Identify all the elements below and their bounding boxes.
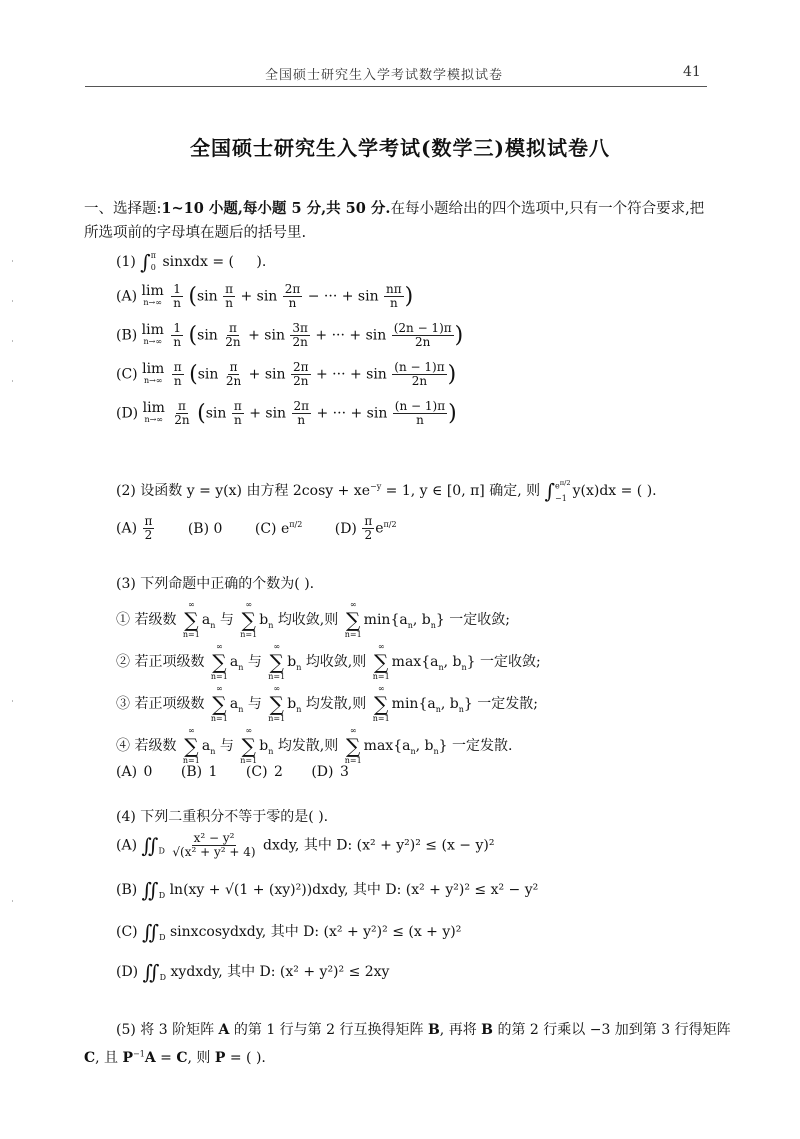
q3-item-3: ③ 若正项级数 ∞ ∑ n=1 $a_n$ 与 ∞ ∑ n=1 $b_n$ 均发散,则 ∞ ∑ n=1 $\min\{a_n$, $b_n$} 一定发散; (116, 684, 538, 723)
scan-artifact (12, 260, 13, 262)
scan-artifact (12, 340, 13, 342)
q5-text: , 且 (95, 1050, 119, 1066)
q2-stem-text: (2) 设函数 y = y(x) 由方程 2cosy + xe (116, 482, 370, 499)
scan-artifact (12, 900, 13, 902)
option-d: (D) 3 (311, 764, 349, 780)
scan-artifact (12, 380, 13, 382)
option-label: (A) (116, 288, 138, 305)
page-number: 41 (683, 64, 701, 80)
item-func: min{a (391, 696, 436, 712)
item-mid: 与 (247, 696, 262, 712)
q2-stem: (2) 设函数 y = y(x) 由方程 $2\cos y + xe^{-y} = 1$, y ∈ [0, π] 确定, 则 ∫ $e^{\pi/2}$ −1 y(x)dx = ( ). (116, 478, 657, 503)
item-mid: 与 (219, 738, 234, 754)
item-func: max{a (391, 654, 439, 670)
option-c: (C) 2 (245, 764, 283, 780)
section-label: 一、选择题: (84, 201, 162, 217)
item-mid: 与 (219, 612, 234, 628)
q1-option-c: (C) lim n→∞ $\frac{\pi}{n}$ (sin $\frac{\pi}{2n}$ + sin $\frac{2\pi}{2n}$ + ··· + sin $\frac{(n - 1)\pi}{2n}$ ) (116, 360, 457, 388)
scan-artifact (12, 300, 13, 302)
q3-stem: (3) 下列命题中正确的个数为( ). (116, 576, 315, 592)
q4-option-a: (A) $∬_D$ $\frac{\text{x² − y²}}{\text{√(x² + y² + 4)}}$ dxdy, 其中 D: (x² + y²)² ≤ (x − y)² (116, 831, 495, 859)
q1-stem: (1) ∫ π 0 sinxdx = ( ). (116, 250, 267, 274)
item-end: 一定收敛; (449, 612, 510, 628)
section-rule: 1~10 小题,每小题 5 分,共 50 分. (161, 200, 391, 217)
q3-options (116, 764, 349, 780)
option-label: (A) (116, 837, 138, 854)
q2-stem-end: y(x)dx = ( ). (572, 482, 657, 499)
item-func: max{a (363, 738, 411, 754)
option-label: (C) (116, 366, 138, 383)
q2-stem-mid: = 1, y ∈ [0, π] 确定, 则 (381, 482, 541, 499)
matrix-a: A (218, 1022, 230, 1038)
q4-option-d: (D) $∬_D$ xydxdy, 其中 D: (x² + y²)² ≤ 2xy (116, 960, 390, 984)
option-expr: xydxdy, 其中 D: (x² + y²)² ≤ 2xy (170, 964, 390, 980)
matrix-a: A (144, 1050, 156, 1066)
q1-suffix: ). (256, 254, 267, 270)
option-label: (D) (334, 520, 357, 537)
option-expr: dxdy, 其中 D: (x² + y²)² ≤ (x − y)² (263, 837, 495, 854)
q5-text: 的第 2 行乘以 −3 加到第 3 行得矩阵 (497, 1022, 731, 1038)
option-expr: sinxcosydxdy, 其中 D: (x² + y²)² ≤ (x + y)² (170, 924, 462, 940)
item-func: min{a (363, 612, 408, 628)
section-text: 在每小题给出的四个选项中,只有一个符合要求,把所选项前的字母填在题后的括号里. (84, 201, 705, 241)
option-label: (A) (116, 520, 138, 537)
option-b: (B) 1 (180, 764, 218, 780)
q1-number: (1) (116, 254, 136, 270)
item-tail: 均收敛,则 (305, 654, 367, 670)
q4-option-b: (B) $∬_D$ ln(xy + √(1 + (xy)²))dxdy, 其中 D: (x² + y²)² ≤ x² − y² (116, 878, 539, 902)
q4-option-c: (C) $∬_D$ sinxcosydxdy, 其中 D: (x² + y²)² ≤ (x + y)² (116, 920, 462, 944)
item-end: 一定发散. (452, 738, 513, 754)
item-prefix: ③ 若正项级数 (116, 696, 205, 712)
item-prefix: ② 若正项级数 (116, 654, 205, 670)
q3-item-4: ④ 若级数 ∞ ∑ n=1 $a_n$ 与 ∞ ∑ n=1 $b_n$ 均发散,则 ∞ ∑ n=1 $\max\{a_n$, $b_n$} 一定发散. (116, 726, 513, 765)
q3-item-2: ② 若正项级数 ∞ ∑ n=1 $a_n$ 与 ∞ ∑ n=1 $b_n$ 均收敛,则 ∞ ∑ n=1 $\max\{a_n$, $b_n$} 一定收敛; (116, 642, 541, 681)
integral-sign: ∫ (140, 250, 151, 274)
option-b: (B) 0 (187, 520, 223, 537)
item-tail: 均收敛,则 (277, 612, 339, 628)
item-tail: 均发散,则 (277, 738, 339, 754)
matrix-p: P (122, 1050, 134, 1066)
option-label: (B) (116, 327, 138, 344)
matrix-b: B (481, 1022, 493, 1038)
option-label: (C) (116, 924, 138, 940)
section-instructions (84, 197, 714, 245)
q5-text: (5) 将 3 阶矩阵 (116, 1022, 215, 1038)
q2-options: (A) $\frac{\pi}{2}$ (B) 0 (C) $e^{\pi/2}$ (D) $\frac{\pi}{2}$ $e^{\pi/2}$ (116, 514, 397, 542)
q1-option-a: (A) lim n→∞ $\frac{1}{n}$ (sin $\frac{\pi}{n}$ + sin $\frac{2\pi}{n}$ − ··· + sin $\frac{n\pi}{n}$ ) (116, 282, 414, 310)
q5-text: , 则 (187, 1050, 211, 1066)
option-label: (D) (116, 405, 139, 422)
scan-artifact (12, 700, 13, 702)
q4-stem: (4) 下列二重积分不等于零的是( ). (116, 809, 329, 825)
item-tail: 均发散,则 (305, 696, 367, 712)
running-title: 全国硕士研究生入学考试数学模拟试卷 (265, 68, 504, 83)
q5-line-1 (116, 1019, 731, 1039)
option-expr: ln(xy + √(1 + (xy)²))dxdy, 其中 D: (x² + y²)² ≤ x² − y² (169, 882, 539, 898)
option-label: (D) (116, 964, 139, 980)
matrix-c: C (176, 1050, 188, 1066)
q5-text: 的第 1 行与第 2 行互换得矩阵 (233, 1022, 424, 1038)
q5-line-2: C, 且 $P^{-1}A = C$, 则 P = ( ). (84, 1049, 266, 1066)
exam-title: 全国硕士研究生入学考试(数学三)模拟试卷八 (190, 136, 610, 160)
matrix-p: P (214, 1050, 226, 1066)
q1-option-d: (D) lim n→∞ $\frac{\pi}{2n}$ (sin $\frac{\pi}{n}$ + sin $\frac{2\pi}{n}$ + ··· + sin $\frac{(n - 1)\pi}{n}$ ) (116, 399, 457, 427)
item-prefix: ④ 若级数 (116, 738, 177, 754)
matrix-b: B (427, 1022, 440, 1038)
item-end: 一定发散; (477, 696, 538, 712)
q5-text: = ( ). (229, 1050, 266, 1066)
item-end: 一定收敛; (480, 654, 541, 670)
item-mid: 与 (247, 654, 262, 670)
item-prefix: ① 若级数 (116, 612, 177, 628)
q3-item-1: ① 若级数 ∞ ∑ n=1 $a_n$ 与 ∞ ∑ n=1 $b_n$ 均收敛,则 ∞ ∑ n=1 $\min\{a_n$, $b_n$} 一定收敛; (116, 600, 510, 639)
header-rule (85, 86, 707, 87)
q5-text: , 再将 (439, 1022, 477, 1038)
matrix-c: C (84, 1050, 96, 1066)
option-label: (B) (116, 882, 138, 898)
q1-integrand: sinxdx = ( (162, 254, 234, 270)
option-a: (A) 0 (116, 764, 153, 780)
q1-option-b: (B) lim n→∞ $\frac{1}{n}$ (sin $\frac{\pi}{2n}$ + sin $\frac{3\pi}{2n}$ + ··· + sin $\frac{(2n - 1)\pi}{2n}$ ) (116, 321, 464, 349)
option-c: (C) e (254, 520, 290, 537)
